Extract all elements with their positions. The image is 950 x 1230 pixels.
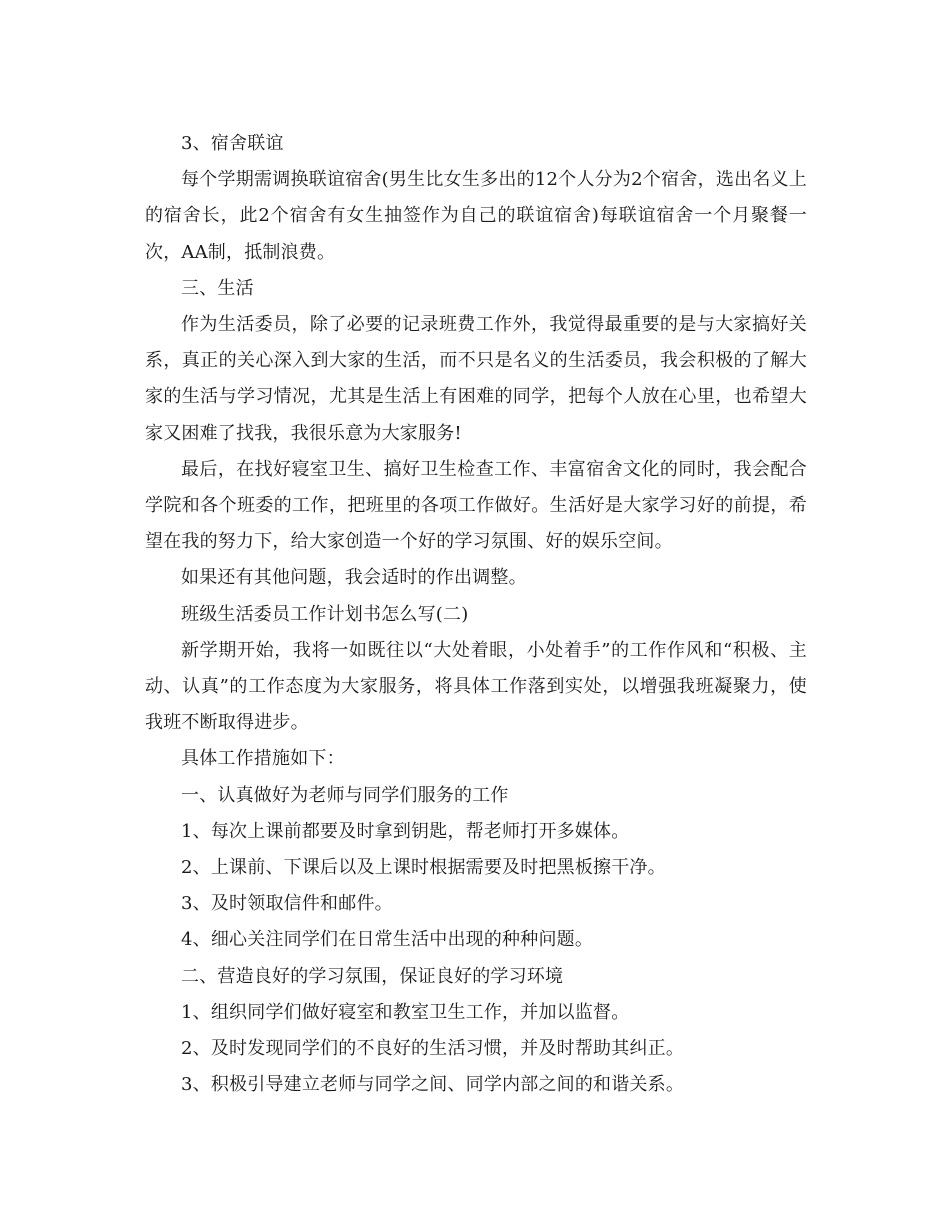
section-heading: 三、生活 [181,277,254,299]
list-item: 1、组织同学们做好寝室和教室卫生工作，并加以监督。 [181,1001,630,1023]
list-item: 3、及时领取信件和邮件。 [181,893,393,915]
document-body [145,126,807,1103]
list-item: 3、积极引导建立老师与同学之间、同学内部之间的和谐关系。 [181,1074,685,1096]
body-paragraph: 最后，在找好寝室卫生、搞好卫生检查工作、丰富宿舍文化的同时，我会配合学院和各个班委的工作，把班里的各项工作做好。生活好是大家学习好的前提，希望在我的努力下，给大家创造一个好的学习氛围、好的娱乐空间。 [145,458,807,553]
list-item: 4、细心关注同学们在日常生活中出现的种种问题。 [181,929,594,951]
section-heading: 3、宿舍联谊 [181,133,284,154]
section-heading: 一、认真做好为老师与同学们服务的工作 [181,784,509,806]
section-heading: 二、营造良好的学习氛围，保证良好的学习环境 [181,965,564,987]
document-subtitle: 班级生活委员工作计划书怎么写(二) [181,603,469,625]
list-item: 2、上课前、下课后以及上课时根据需要及时把黑板擦干净。 [181,857,666,879]
body-paragraph: 每个学期需调换联谊宿舍(男生比女生多出的12个人分为2个宿舍，选出名义上的宿舍长，此2个宿舍有女生抽签作为自己的联谊宿舍)每联谊宿舍一个月聚餐一次，AA制，抵制浪费。 [145,169,807,263]
list-item: 1、每次上课前都要及时拿到钥匙，帮老师打开多媒体。 [181,820,630,842]
body-paragraph: 作为生活委员，除了必要的记录班费工作外，我觉得最重要的是与大家搞好关系，真正的关心深入到大家的生活，而不只是名义的生活委员，我会积极的了解大家的生活与学习情况，尤其是生活上有困难的同学，把每个人放在心里，也希望大家又困难了找我，我很乐意为大家服务! [145,314,807,444]
list-item: 2、及时发现同学们的不良好的生活习惯，并及时帮助其纠正。 [181,1038,685,1060]
body-paragraph: 具体工作措施如下： [181,748,345,770]
body-paragraph: 如果还有其他问题，我会适时的作出调整。 [181,567,527,589]
body-paragraph: 新学期开始，我将一如既往以“大处着眼，小处着手”的工作作风和“积极、主动、认真”的工作态度为大家服务，将具体工作落到实处，以增强我班凝聚力，使我班不断取得进步。 [145,639,807,734]
